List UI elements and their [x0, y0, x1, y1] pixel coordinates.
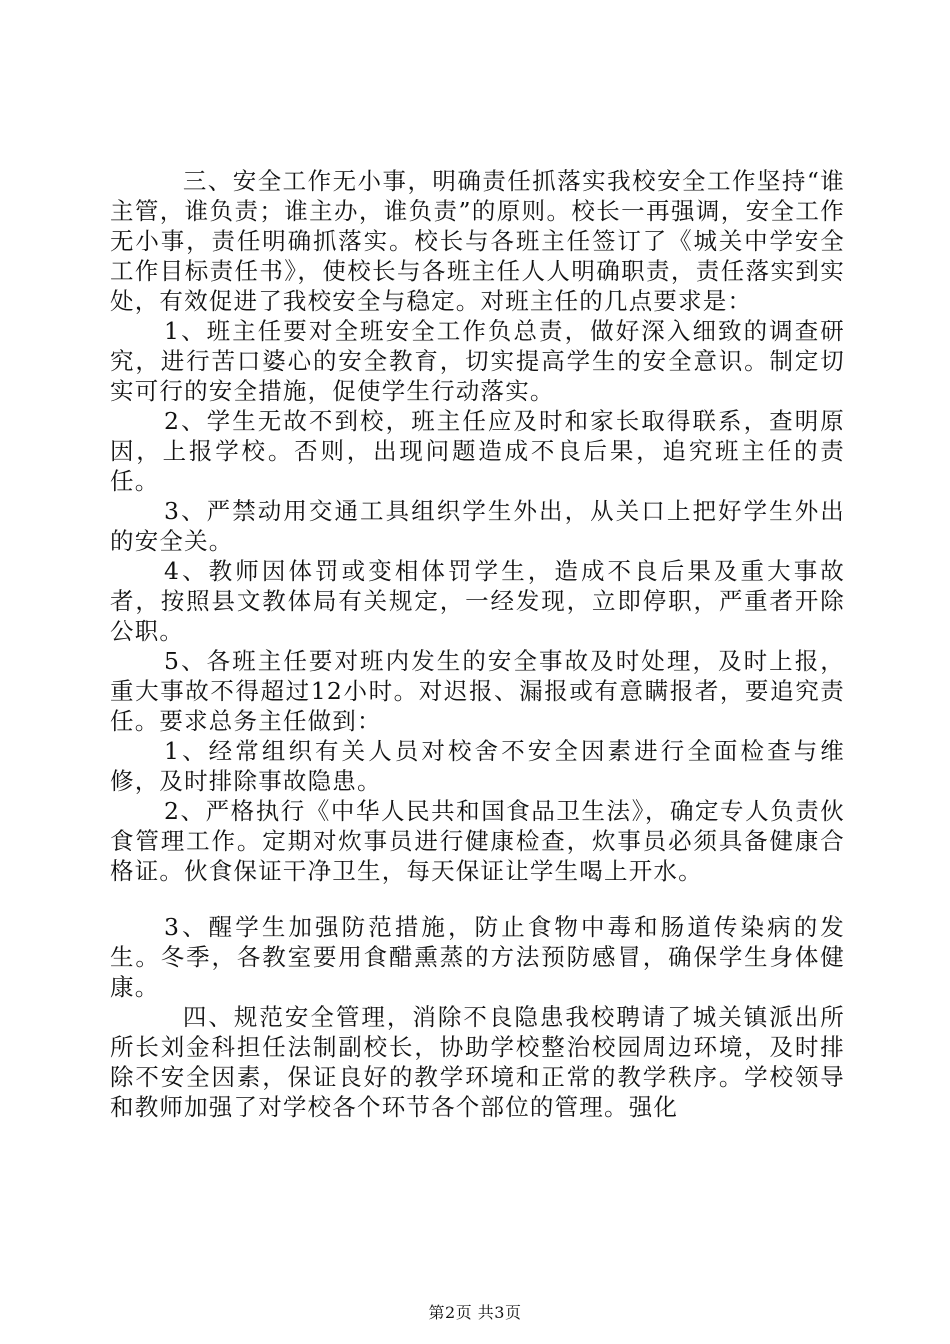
- page-number-footer: 第2页 共3页: [428, 1303, 522, 1322]
- document-body: [110, 166, 845, 1122]
- paragraph-item-4: 4、教师因体罚或变相体罚学生，造成不良后果及重大事故者，按照县文教体局有关规定，一经发现，立即停职，严重者开除公职。: [110, 557, 845, 645]
- paragraph-item-1: 1、班主任要对全班安全工作负总责，做好深入细致的调查研究，进行苦口婆心的安全教育，切实提高学生的安全意识。制定切实可行的安全措施，促使学生行动落实。: [110, 317, 845, 405]
- paragraph-duty-1: 1、经常组织有关人员对校舍不安全因素进行全面检查与维修，及时排除事故隐患。: [110, 737, 845, 795]
- paragraph-duty-3: 3、醒学生加强防范措施，防止食物中毒和肠道传染病的发生。冬季，各教室要用食醋熏蒸的方法预防感冒，确保学生身体健康。: [110, 913, 845, 1001]
- paragraph-duty-2: 2、严格执行《中华人民共和国食品卫生法》，确定专人负责伙食管理工作。定期对炊事员进行健康检查，炊事员必须具备健康合格证。伙食保证干净卫生，每天保证让学生喝上开水。: [110, 797, 845, 885]
- paragraph-item-2: 2、学生无故不到校，班主任应及时和家长取得联系，查明原因，上报学校。否则，出现问题造成不良后果，追究班主任的责任。: [110, 407, 845, 495]
- paragraph-section-three: 三、安全工作无小事，明确责任抓落实我校安全工作坚持“谁主管，谁负责；谁主办，谁负责”的原则。校长一再强调，安全工作无小事，责任明确抓落实。校长与各班主任签订了《城关中学安全工作目标责任书》，使校长与各班主任人人明确职责，责任落实到实处，有效促进了我校安全与稳定。对班主任的几点要求是：: [110, 167, 845, 315]
- paragraph-gap: [110, 886, 845, 912]
- paragraph-item-3: 3、严禁动用交通工具组织学生外出，从关口上把好学生外出的安全关。: [110, 497, 845, 555]
- paragraph-item-5: 5、各班主任要对班内发生的安全事故及时处理，及时上报，重大事故不得超过12小时。对迟报、漏报或有意瞒报者，要追究责任。要求总务主任做到：: [110, 647, 845, 735]
- paragraph-section-four: 四、规范安全管理，消除不良隐患我校聘请了城关镇派出所所长刘金科担任法制副校长，协助学校整治校园周边环境，及时排除不安全因素，保证良好的教学环境和正常的教学秩序。学校领导和教师加强了对学校各个环节各个部位的管理。强化: [110, 1003, 845, 1121]
